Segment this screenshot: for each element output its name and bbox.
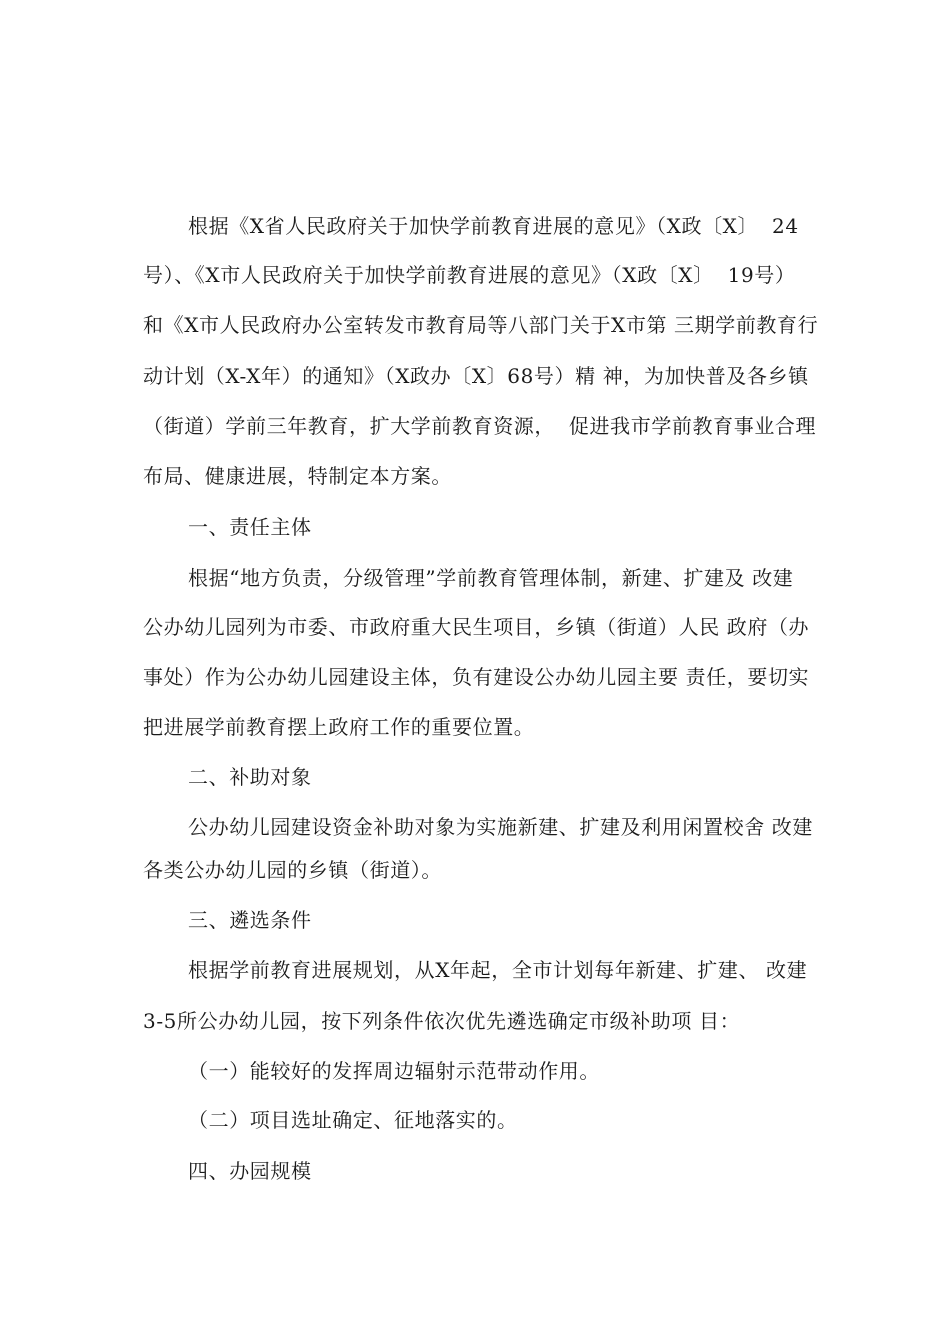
paragraph-section1-line-4: 把进展学前教育摆上政府工作的重要位置。 bbox=[143, 715, 535, 739]
paragraph-intro-line-6: 布局、健康进展，特制定本方案。 bbox=[143, 464, 452, 488]
paragraph-intro-line-5: （街道）学前三年教育，扩大学前教育资源， 促进我市学前教育事业合理 bbox=[143, 414, 817, 438]
section-heading-1: 一、责任主体 bbox=[188, 515, 312, 539]
paragraph-section2-line-1: 公办幼儿园建设资金补助对象为实施新建、扩建及利用闲置校舍 改建 bbox=[188, 815, 813, 839]
paragraph-section1-line-3: 事处）作为公办幼儿园建设主体，负有建设公办幼儿园主要 责任，要切实 bbox=[143, 665, 810, 689]
paragraph-intro-line-1: 根据《X省人民政府关于加快学前教育进展的意见》（X政〔X〕 24 bbox=[188, 214, 799, 238]
list-item-1: （一）能较好的发挥周边辐射示范带动作用。 bbox=[188, 1059, 600, 1083]
paragraph-intro-line-2: 号）、《X市人民政府关于加快学前教育进展的意见》（X政〔X〕 19号） bbox=[143, 263, 796, 287]
section-heading-3: 三、遴选条件 bbox=[188, 908, 312, 932]
paragraph-section1-line-2: 公办幼儿园列为市委、市政府重大民生项目，乡镇（街道）人民 政府（办 bbox=[143, 615, 810, 639]
paragraph-section1-line-1: 根据“地方负责，分级管理”学前教育管理体制，新建、扩建及 改建 bbox=[188, 566, 794, 590]
paragraph-intro-line-3: 和《X市人民政府办公室转发市教育局等八部门关于X市第 三期学前教育行 bbox=[143, 313, 819, 337]
section-heading-2: 二、补助对象 bbox=[188, 765, 312, 789]
paragraph-section3-line-1: 根据学前教育进展规划，从X年起，全市计划每年新建、扩建、 改建 bbox=[188, 958, 808, 982]
list-item-2: （二）项目选址确定、征地落实的。 bbox=[188, 1108, 518, 1132]
paragraph-section2-line-2: 各类公办幼儿园的乡镇（街道）。 bbox=[143, 858, 442, 882]
paragraph-intro-line-4: 动计划（X-X年）的通知》（X政办〔X〕68号）精 神，为加快普及各乡镇 bbox=[143, 364, 809, 388]
paragraph-section3-line-2: 3-5所公办幼儿园，按下列条件依次优先遴选确定市级补助项 目： bbox=[143, 1009, 741, 1033]
section-heading-4: 四、办园规模 bbox=[188, 1159, 312, 1183]
